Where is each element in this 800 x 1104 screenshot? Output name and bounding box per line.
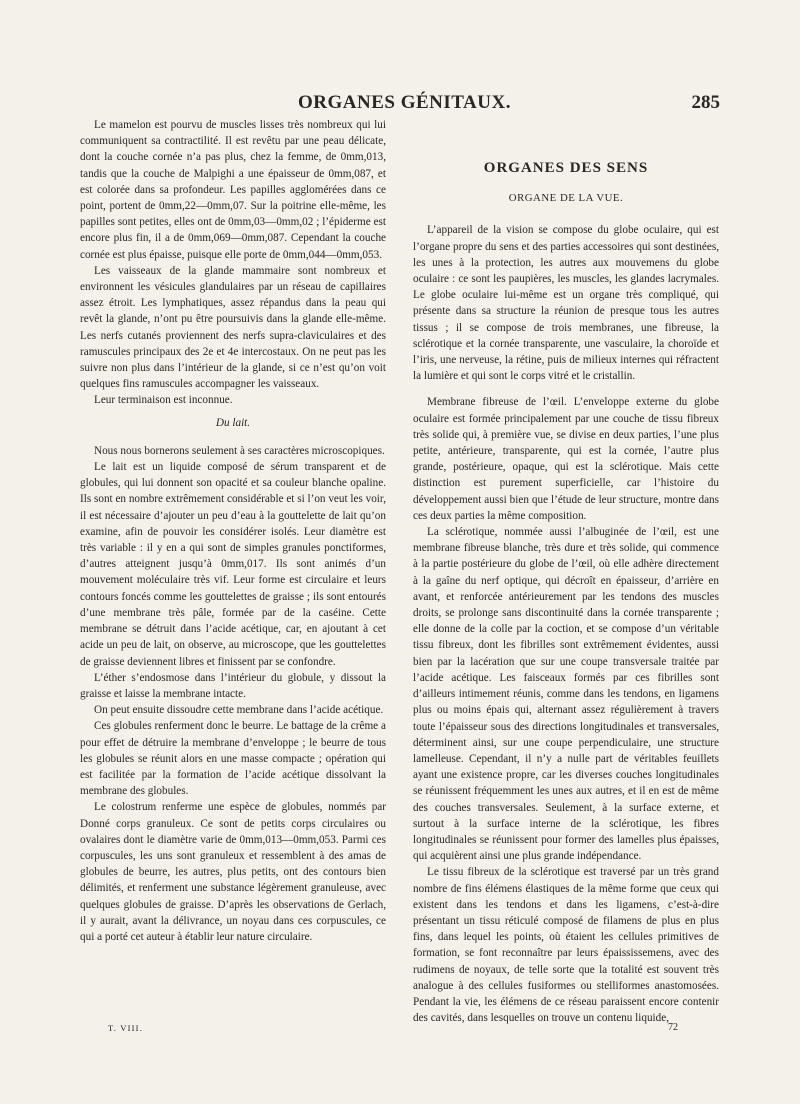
paragraph: Le mamelon est pourvu de muscles lisses très nombreux qui lui communiquent sa contractilité. Il est revêtu par une peau délicate, dont la couche cornée n’a pas plus, chez la femme, de 0mm,013, tandis que la couche de Malpighi a une épaisseur de 0mm,087, et est colorée dans sa profondeur. Les papilles agglomérées dans ce point, portent de 0mm,22—0mm,07. Sur la poitrine elle-même, les papilles sont petites, elles ont de 0mm,03—0mm,02 ; l’épiderme est encore plus fin, il a de 0mm,069—0mm,087. Cependant la couche cornée est plus épaisse, puisque elle porte de 0mm,044—0mm,053. [80,119,386,261]
left-column [80,117,386,945]
paragraph: Nous nous bornerons seulement à ses caractères microscopiques. [94,444,385,457]
paragraph: Le colostrum renferme une espèce de globules, nommés par Donné corps granuleux. Ce sont de petits corps circulaires ou ovalaires dont le diamètre varie de 0mm,013—0mm,053. Parmi ces corpuscules, les uns sont granuleux et ressemblent à des amas de globules de beurre, les autres, plus petits, ont des contours bien délimités, et renferment une substance légèrement granuleuse, avec quelques globules de graisse. D’après les observations de Gerlach, il y aurait, avant la délivrance, un noyau dans ces corpuscules, ce qui a porté cet auteur à établir leur nature circulaire. [80,801,386,943]
paragraph: On peut ensuite dissoudre cette membrane dans l’acide acétique. [94,704,384,717]
paragraph: Le tissu fibreux de la sclérotique est traversé par un très grand nombre de fins élémens élastiques de la même forme que ceux qui existent dans les tendons et dans les ligamens, c’est-à-dire présentant un tissu réticulé composé de filamens de plus en plus fins, dans lequel les points, où étaient les cellules primitives de formation, se font reconnaître par leurs épaississemens, avec des rudimens de noyaux, de telle sorte que la totalité est souvent très analogue à des cellules fusiformes ou stelliformes anastomosées. Pendant la vie, les élémens de ce réseau paraissent encore contenir des cavités, dans lesquelles on trouve un contenu liquide, [413,866,719,1025]
right-column [413,160,719,1026]
subheading: Du lait. [215,416,251,429]
paragraph: Ces globules renferment donc le beurre. Le battage de la crême a pour effet de détruire la membrane d’enveloppe ; le beurre de tous les globules se réunit alors en une masse compacte ; opération qui est facilitée par la formation de l’acide acétique dissolvant la membrane des globules. [80,720,386,798]
paragraph: Le lait est un liquide composé de sérum transparent et de globules, qui lui donnent son opacité et sa couleur blanche opaline. Ils sont en nombre extrêmement considérable et si l’on veut les voir, il est nécessaire d’ajouter un peu d’eau à la gouttelette de lait qu’on examine, afin de pouvoir les considérer isolés. Leur diamètre est très variable : il y en a qui sont de simples granules ponctiformes, d’autres atteignent jusqu’à 0mm,017. Ils sont animés d’un mouvement moléculaire très vif. Leur forme est circulaire et leurs contours foncés comme les gouttelettes de graisse ; ils sont entourés d’une membrane très pâle, formée par de la caséine. Cette membrane se détruit dans l’acide acétique, car, en ajoutant à cet acide un peu de lait, on observe, au microscope, que les gouttelettes de graisse deviennent libres et finissent par se confondre. [80,461,386,668]
section-subtitle: ORGANE DE LA VUE. [508,192,624,205]
paragraph: L’éther s’endosmose dans l’intérieur du globule, y dissout la graisse et laisse la membrane intacte. [80,671,386,700]
paragraph: Membrane fibreuse de l’œil. L’enveloppe externe du globe oculaire est formée principalement par une couche de tissu fibreux très solide qui, à première vue, se divise en deux parties, l’une plus petite, antérieure, transparente, qui est la cornée, l’autre plus grande, postérieure, opaque, qui est la sclérotique. Mais cette distinction est purement superficielle, car l’histoire du développement aussi bien que l’étude de leur structure, montre dans ces deux parties la même composition. [413,396,719,522]
volume-mark: T. VIII. [108,1023,144,1033]
paragraph: La sclérotique, nommée aussi l’albuginée de l’œil, est une membrane fibreuse blanche, très dure et très solide, qui commence à la partie postérieure du globe de l’œil, où elle adhère directement à la gaîne du nerf optique, qui décroît en épaisseur, d’arrière en avant, et renforcée antérieurement par les tendons des muscles droits, se prolonge sans discontinuité dans la cornée transparente ; elle donne de la colle par la coction, et se compose d’un véritable tissu fibreux, dont les fibrilles sont extrêmement évidentes, aussi bien par la lacération que sur une coupe transversale traitée par l’acide acétique. Les faisceaux formés par ces fibrilles sont d’ailleurs intimement réunis, comme dans les tendons, en ligamens plus ou moins épais qui, alternant assez régulièrement à travers toute l’épaisseur sous des directions longitudinales et transversales, déterminent ainsi, sur une coupe perpendiculaire, une structure lamelleuse. Cependant, il n’y a nulle part de véritables feuillets ayant une existence propre, car les diverses couches longitudinales se réunissent fréquemment les unes aux autres, et il en est de même des couches transversales. Seulement, à la surface externe, et surtout à la surface interne de la sclérotique, les fibres longitudinales se réunissent pour former des lamelles plus épaisses, qui acquièrent ainsi une plus grande indépendance. [413,526,719,863]
page-number: 285 [691,92,720,113]
section-title: ORGANES DES SENS [483,160,649,176]
paragraph: Les vaisseaux de la glande mammaire sont nombreux et environnent les vésicules glandulaires par un réseau de capillaires assez étroit. Les lymphatiques, assez répandus dans la peau qui revêt la glande, n’ont pu être poursuivis dans la glande elle-même. Les nerfs cutanés proviennent des nerfs supra-claviculaires et des ramuscules principaux des 2e et 4e intercostaux. On ne peut pas les suivre non plus dans l’intérieur de la glande, si ce n’est qu’on voit quelques fins ramuscules accompagner les vaisseaux. [80,264,386,391]
running-title: ORGANES GÉNITAUX. [298,92,511,113]
paragraph-gap [413,384,719,394]
signature-mark: 72 [668,1022,678,1033]
paragraph: Leur terminaison est inconnue. [94,394,233,407]
paragraph: L’appareil de la vision se compose du globe oculaire, qui est l’organe propre du sens et des parties accessoires qui sont destinées, les unes à la protection, les autres aux mouvemens du globe oculaire : ce sont les paupières, les muscles, les glandes lacrymales. Le globe oculaire lui-même est un organe très compliqué, qui présente dans sa structure la réunion de presque tous les autres tissus ; il se compose de trois membranes, une fibreuse, la sclérotique et la cornée transparente, une vasculaire, la choroïde et l’iris, une nerveuse, la rétine, puis de milieux internes qui réfractent la lumière et qui sont le corps vitré et le cristallin. [413,224,719,383]
